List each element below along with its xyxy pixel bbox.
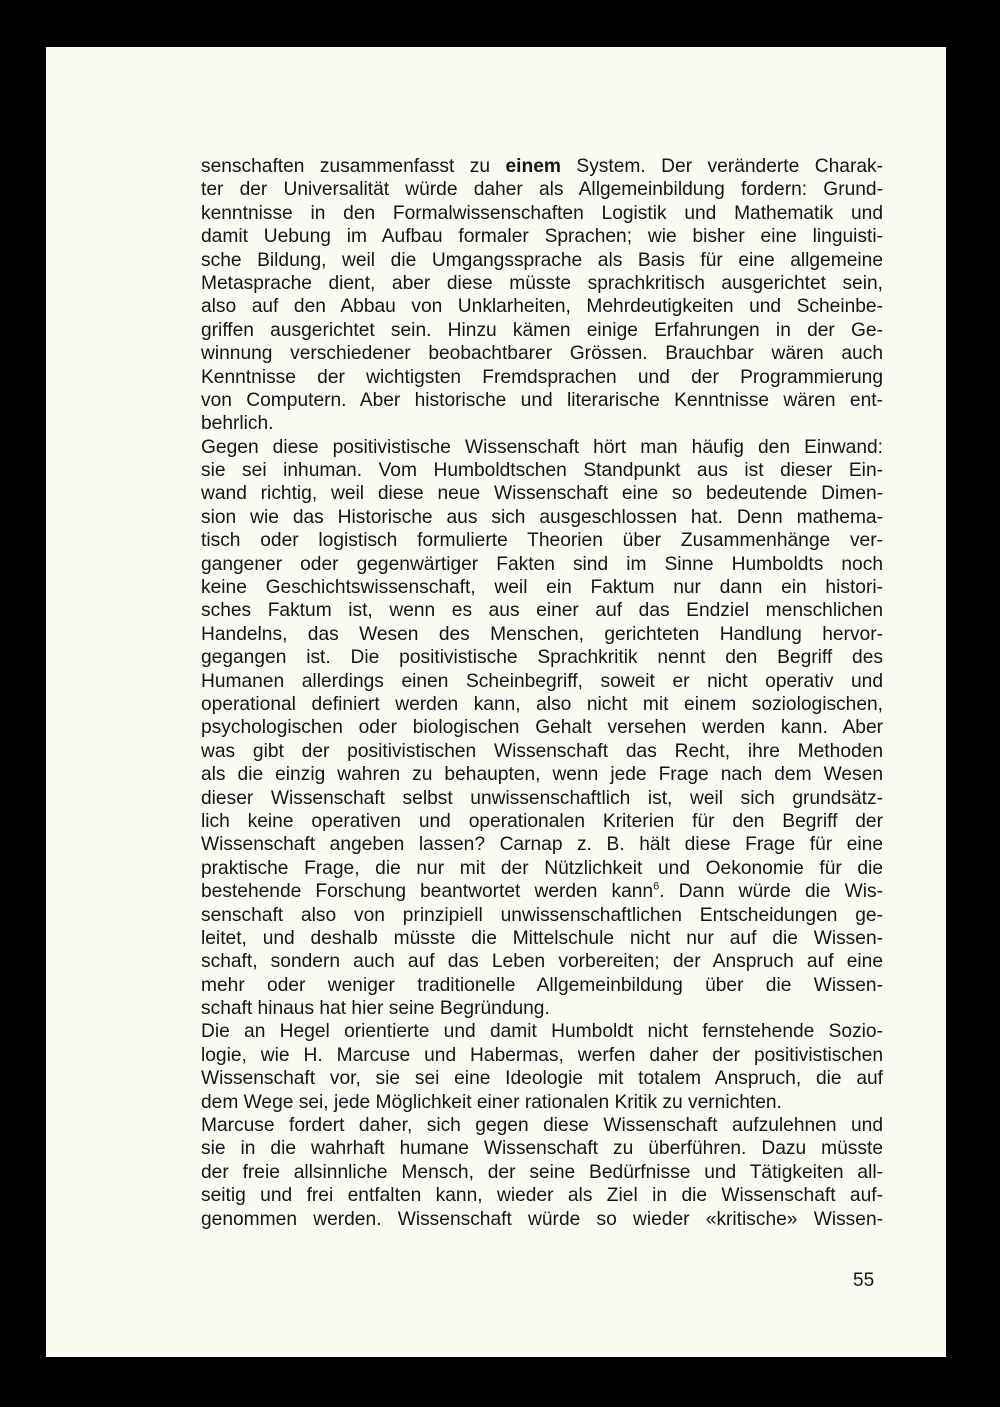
paragraph-4 [201,1114,883,1231]
text-line: operational definiert werden kann, also nicht mit einem soziologischen, [201,693,883,715]
text-line: gangener oder gegenwärtiger Fakten sind im Sinne Humboldts noch [201,553,883,575]
text-line: Wissenschaft angeben lassen? Carnap z. B. hält diese Frage für eine [201,834,883,856]
text-fragment: System. Der veränderte Charak- [560,156,883,177]
text-line [201,880,883,903]
text-line: Die an Hegel orientierte und damit Humboldt nicht fernstehende Sozio- [201,1021,883,1043]
text-line: keine Geschichtswissenschaft, weil ein Faktum nur dann ein histori- [201,577,883,599]
document-page [46,47,946,1357]
text-line: winnung verschiedener beobachtbarer Grössen. Brauchbar wären auch [201,343,883,365]
paragraph-2 [201,436,883,1021]
text-line: genommen werden. Wissenschaft würde so wieder «kritische» Wissen- [201,1208,883,1230]
text-line: von Computern. Aber historische und literarische Kenntnisse wären ent- [201,389,883,411]
text-line [201,155,883,178]
text-line: wand richtig, weil diese neue Wissenschaft eine so bedeutende Dimen- [201,483,883,505]
text-line: schaft, sondern auch auf das Leben vorbereiten; der Anspruch auf eine [201,951,883,973]
text-line: dieser Wissenschaft selbst unwissenschaftlich ist, weil sich grundsätz- [201,787,883,809]
paragraph-3 [201,1020,883,1114]
text-line: sion wie das Historische aus sich ausgeschlossen hat. Denn mathema- [201,506,883,528]
text-line: sie sei inhuman. Vom Humboldtschen Standpunkt aus ist dieser Ein- [201,460,883,482]
text-line: behrlich. [201,413,274,435]
text-line: Kenntnisse der wichtigsten Fremdsprachen und der Programmierung [201,366,883,388]
text-line: Humanen allerdings einen Scheinbegriff, soweit er nicht operativ und [201,670,883,692]
text-line: schaft hinaus hat hier seine Begründung. [201,998,550,1020]
footnote-reference: 6 [653,880,660,893]
text-line: logie, wie H. Marcuse und Habermas, werfen daher der positivistischen [201,1044,883,1066]
text-line: leitet, und deshalb müsste die Mittelschule nicht nur auf die Wissen- [201,927,883,949]
text-line: griffen ausgerichtet sein. Hinzu kämen einige Erfahrungen in der Ge- [201,319,883,341]
text-line: mehr oder weniger traditionelle Allgemeinbildung über die Wissen- [201,974,883,996]
text-line: psychologischen oder biologischen Gehalt versehen werden kann. Aber [201,717,883,739]
text-line: der freie allsinnliche Mensch, der seine Bedürfnisse und Tätigkeiten all- [201,1161,883,1183]
text-fragment: senschaften zusammenfasst zu [201,156,506,177]
text-line: tisch oder logistisch formulierte Theorien über Zusammenhänge ver- [201,530,883,552]
text-fragment: . Dann würde die Wis- [659,881,884,903]
text-line: als die einzig wahren zu behaupten, wenn jede Frage nach dem Wesen [201,764,883,786]
text-line: Gegen diese positivistische Wissenschaft hört man häufig den Einwand: [201,436,883,458]
text-line: was gibt der positivistischen Wissenschaft das Recht, ihre Methoden [201,740,883,762]
text-line: praktische Frage, die nur mit der Nützlichkeit und Oekonomie für die [201,857,883,879]
text-line: gegangen ist. Die positivistische Sprachkritik nennt den Begriff des [201,647,883,669]
text-line: Handelns, das Wesen des Menschen, gerichteten Handlung hervor- [201,623,883,645]
text-line: lich keine operativen und operationalen Kriterien für den Begriff der [201,810,883,832]
text-line: sches Faktum ist, wenn es aus einer auf das Endziel menschlichen [201,600,883,622]
text-line: ter der Universalität würde daher als Allgemeinbildung fordern: Grund- [201,179,883,201]
emphasis-text: einem [505,156,561,177]
paragraph-1 [201,178,883,435]
page-number: 55 [853,1270,875,1291]
text-line: Marcuse fordert daher, sich gegen diese Wissenschaft aufzulehnen und [201,1115,883,1137]
text-line: Metasprache dient, aber diese müsste sprachkritisch ausgerichtet sein, [201,272,883,294]
body-text [201,155,883,1231]
text-line: senschaft also von prinzipiell unwissenschaftlichen Entscheidungen ge- [201,904,883,926]
text-line: dem Wege sei, jede Möglichkeit einer rationalen Kritik zu vernichten. [201,1091,782,1113]
text-line: Wissenschaft vor, sie sei eine Ideologie mit totalem Anspruch, die auf [201,1068,883,1090]
text-line: also auf den Abbau von Unklarheiten, Mehrdeutigkeiten und Scheinbe- [201,296,883,318]
text-line: kenntnisse in den Formalwissenschaften Logistik und Mathematik und [201,202,883,224]
text-line: seitig und frei entfalten kann, wieder als Ziel in die Wissenschaft auf- [201,1185,883,1207]
text-line: sie in die wahrhaft humane Wissenschaft zu überführen. Dazu müsste [201,1138,883,1160]
text-line: sche Bildung, weil die Umgangssprache als Basis für eine allgemeine [201,249,883,271]
text-line: damit Uebung im Aufbau formaler Sprachen; wie bisher eine linguisti- [201,226,883,248]
text-fragment: bestehende Forschung beantwortet werden kann [201,881,654,903]
